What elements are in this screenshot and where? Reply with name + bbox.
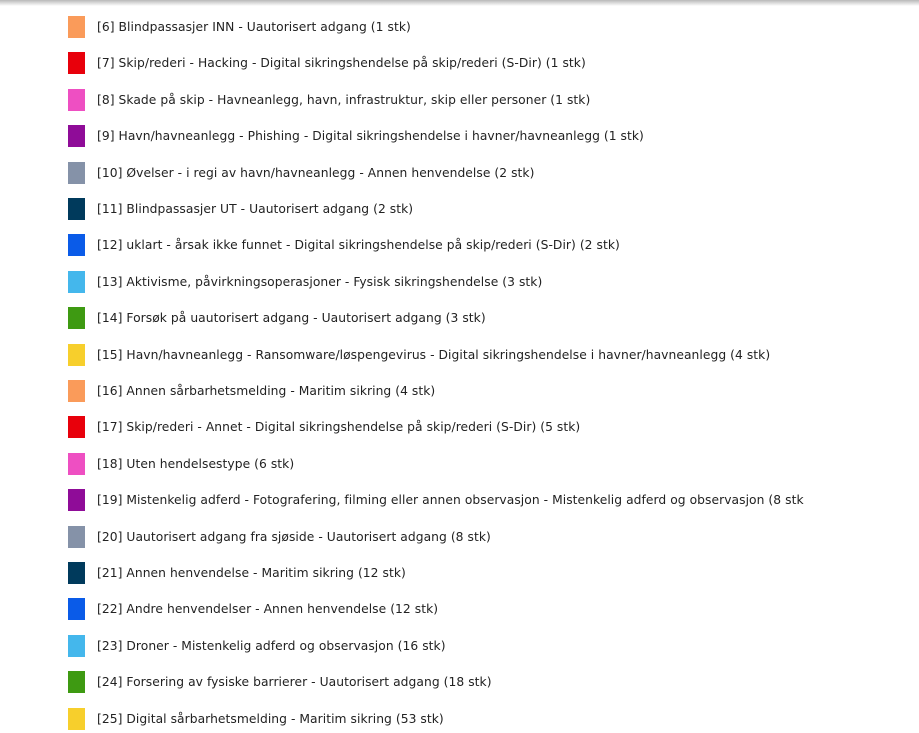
legend-item[interactable] (68, 708, 444, 730)
legend-item[interactable] (68, 89, 590, 111)
legend-item[interactable] (68, 234, 620, 256)
legend-swatch (68, 52, 85, 74)
legend-item[interactable] (68, 198, 413, 220)
legend-label: [16] Annen sårbarhetsmelding - Maritim sikring (4 stk) (97, 384, 436, 398)
legend-label: [17] Skip/rederi - Annet - Digital sikringshendelse på skip/rederi (S-Dir) (5 stk) (97, 420, 581, 435)
legend-label: [13] Aktivisme, påvirkningsoperasjoner - Fysisk sikringshendelse (3 stk) (97, 274, 543, 289)
legend-item[interactable] (68, 16, 411, 38)
legend-item[interactable] (68, 562, 406, 584)
legend-item[interactable] (68, 125, 644, 147)
legend-swatch (68, 598, 85, 620)
legend-label: [9] Havn/havneanlegg - Phishing - Digital sikringshendelse i havner/havneanlegg (1 stk) (97, 129, 644, 144)
legend-item[interactable] (68, 52, 586, 74)
legend-swatch (68, 125, 85, 147)
legend-swatch (68, 380, 85, 402)
legend-label: [21] Annen henvendelse - Maritim sikring (12 stk) (97, 566, 406, 580)
legend-item[interactable] (68, 489, 804, 511)
legend-item[interactable] (68, 526, 491, 548)
legend-swatch (68, 562, 85, 584)
legend-swatch (68, 671, 85, 693)
legend-swatch (68, 708, 85, 730)
legend-swatch (68, 416, 85, 438)
legend-item[interactable] (68, 307, 486, 329)
legend-swatch (68, 234, 85, 256)
legend-label: [10] Øvelser - i regi av havn/havneanlegg - Annen henvendelse (2 stk) (97, 165, 535, 180)
legend-item[interactable] (68, 380, 435, 402)
legend-swatch (68, 635, 85, 657)
legend-label: [6] Blindpassasjer INN - Uautorisert adgang (1 stk) (97, 20, 411, 34)
legend-item[interactable] (68, 635, 446, 657)
legend-item[interactable] (68, 344, 770, 366)
legend-swatch (68, 453, 85, 475)
legend-label: [8] Skade på skip - Havneanlegg, havn, infrastruktur, skip eller personer (1 stk) (97, 92, 591, 107)
legend-label: [19] Mistenkelig adferd - Fotografering, filming eller annen observasjon - Mistenkelig adferd og observasjon (8 stk (97, 493, 804, 508)
legend-swatch (68, 198, 85, 220)
legend-swatch (68, 526, 85, 548)
legend-item[interactable] (68, 162, 534, 184)
legend-label: [25] Digital sårbarhetsmelding - Maritim sikring (53 stk) (97, 711, 444, 726)
legend-label: [18] Uten hendelsestype (6 stk) (97, 456, 295, 471)
legend-item[interactable] (68, 598, 438, 620)
legend-swatch (68, 89, 85, 111)
legend-label: [15] Havn/havneanlegg - Ransomware/løspengevirus - Digital sikringshendelse i havner/havneanlegg (4 stk) (97, 347, 771, 362)
legend-item[interactable] (68, 271, 542, 293)
legend-item[interactable] (68, 416, 580, 438)
legend-label: [11] Blindpassasjer UT - Uautorisert adgang (2 stk) (97, 202, 414, 216)
legend-swatch (68, 344, 85, 366)
legend-label: [20] Uautorisert adgang fra sjøside - Uautorisert adgang (8 stk) (97, 529, 491, 544)
legend-item[interactable] (68, 671, 492, 693)
legend-label: [7] Skip/rederi - Hacking - Digital sikringshendelse på skip/rederi (S-Dir) (1 stk) (97, 56, 586, 71)
legend-item[interactable] (68, 453, 294, 475)
legend-label: [12] uklart - årsak ikke funnet - Digital sikringshendelse på skip/rederi (S-Dir) (2 stk) (97, 238, 620, 253)
legend-label: [22] Andre henvendelser - Annen henvendelse (12 stk) (97, 602, 439, 617)
legend-swatch (68, 489, 85, 511)
legend-swatch (68, 271, 85, 293)
legend-swatch (68, 16, 85, 38)
legend-label: [14] Forsøk på uautorisert adgang - Uautorisert adgang (3 stk) (97, 311, 486, 326)
legend-label: [23] Droner - Mistenkelig adferd og observasjon (16 stk) (97, 638, 446, 653)
legend-swatch (68, 307, 85, 329)
legend-swatch (68, 162, 85, 184)
legend-label: [24] Forsering av fysiske barrierer - Uautorisert adgang (18 stk) (97, 675, 492, 690)
